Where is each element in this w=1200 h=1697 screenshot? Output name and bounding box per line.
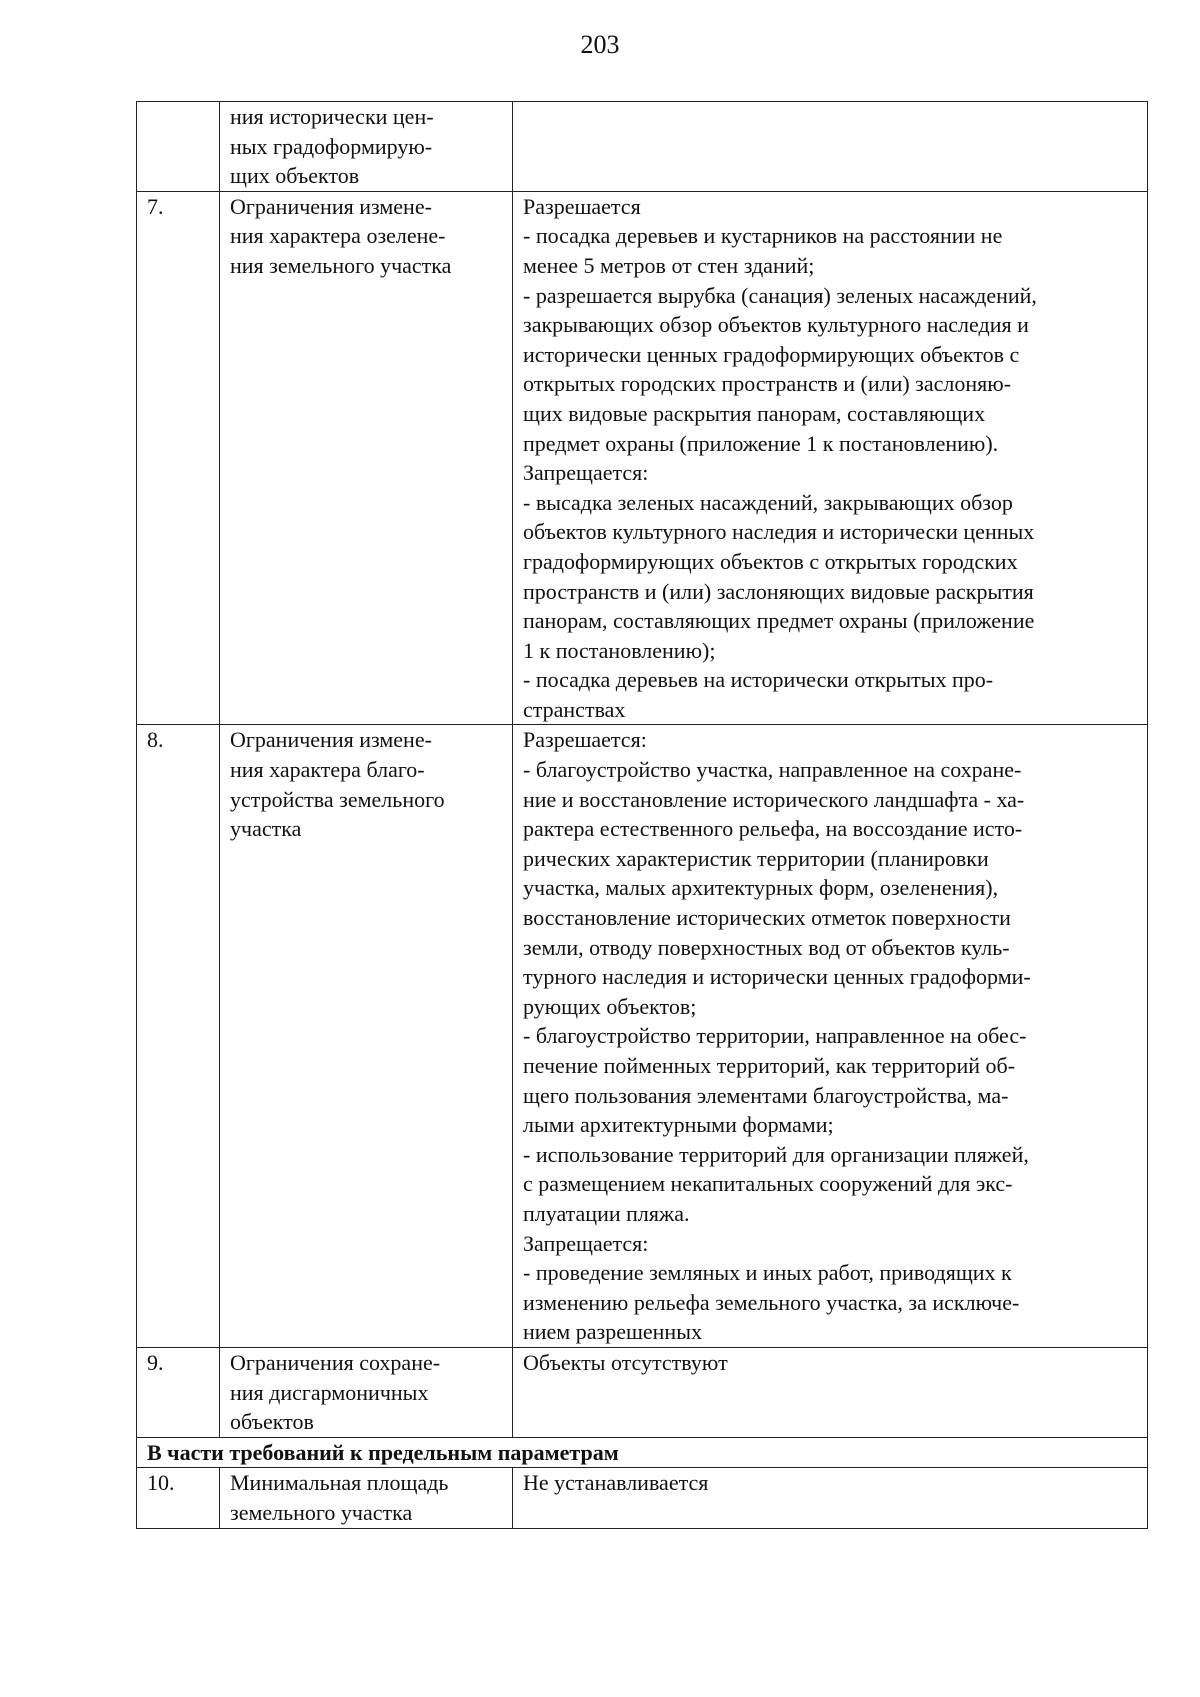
value-cell-line: нием разрешенных — [523, 1319, 702, 1345]
value-cell-line: щих видовые раскрытия панорам, составляющих — [523, 400, 986, 426]
value-cell — [513, 191, 1148, 725]
value-cell-line: 1 к постановлению); — [523, 637, 716, 663]
value-cell-line: восстановление исторических отметок поверхности — [523, 905, 1011, 931]
table-row — [137, 191, 1148, 725]
page-number: 203 — [580, 30, 620, 59]
section-title: В части требований к предельным параметрам — [137, 1437, 1148, 1468]
value-cell-line: - проведение земляных и иных работ, приводящих к — [523, 1260, 1012, 1286]
value-cell-line: лыми архитектурными формами; — [523, 1112, 834, 1138]
value-cell-line: менее 5 метров от стен зданий; — [523, 252, 815, 278]
value-cell-line: градоформирующих объектов с открытых городских — [523, 548, 1018, 574]
value-cell-line: - благоустройство участка, направленное на сохране- — [523, 757, 1022, 783]
criterion-cell-line: щих объектов — [230, 163, 360, 189]
value-cell — [513, 102, 1148, 192]
criterion-cell-line: земельного участка — [230, 1499, 413, 1525]
value-cell-line: Запрещается: — [523, 460, 649, 486]
criterion-cell — [220, 191, 513, 725]
value-cell-line: Разрешается — [523, 193, 641, 219]
value-cell-line: панорам, составляющих предмет охраны (приложение — [523, 608, 1035, 634]
value-cell-line: плуатации пляжа. — [523, 1200, 690, 1226]
value-cell-line: турного наследия и исторически ценных градоформи- — [523, 964, 1031, 990]
value-cell-line: щего пользования элементами благоустройства, ма- — [523, 1082, 1009, 1108]
row-number: 10. — [137, 1468, 220, 1528]
criterion-cell-line: Ограничения измене- — [230, 727, 432, 753]
criterion-cell — [220, 102, 513, 192]
table-row — [137, 1347, 1148, 1437]
value-cell-line: - посадка деревьев на исторически открытых про- — [523, 667, 994, 693]
criterion-cell — [220, 1347, 513, 1437]
criterion-cell — [220, 1468, 513, 1528]
value-cell — [513, 1347, 1148, 1437]
restrictions-table — [136, 101, 1148, 1529]
value-cell-line: рических характеристик территории (планировки — [523, 845, 989, 871]
value-cell-line: открытых городских пространств и (или) заслоняю- — [523, 371, 1012, 397]
value-cell-line: закрывающих обзор объектов культурного наследия и — [523, 312, 1029, 338]
value-cell-line: - посадка деревьев и кустарников на расстоянии не — [523, 223, 1003, 249]
value-cell-line: исторически ценных градоформирующих объектов с — [523, 341, 1020, 367]
value-cell-line: печение пойменных территорий, как территорий об- — [523, 1053, 1016, 1078]
value-cell-line: пространств и (или) заслоняющих видовые раскрытия — [523, 578, 1034, 604]
value-cell — [513, 725, 1148, 1347]
value-cell-line: с размещением некапитальных сооружений для экс- — [523, 1171, 1013, 1197]
criterion-cell-line: ния характера озелене- — [230, 223, 446, 249]
value-cell-line: - разрешается вырубка (санация) зеленых насаждений, — [523, 282, 1037, 308]
criterion-cell-line: устройства земельного — [230, 786, 445, 812]
criterion-cell-line: участка — [230, 816, 302, 842]
row-number: 7. — [137, 191, 220, 725]
value-cell-line: земли, отводу поверхностных вод от объектов куль- — [523, 934, 1010, 960]
criterion-cell-line: Ограничения измене- — [230, 193, 432, 219]
value-cell-line: - использование территорий для организации пляжей, — [523, 1141, 1029, 1167]
criterion-cell-line: объектов — [230, 1409, 314, 1435]
criterion-cell-line: Ограничения сохране- — [230, 1349, 441, 1375]
criterion-cell-line: ных градоформирую- — [230, 133, 433, 159]
value-cell-line: изменению рельефа земельного участка, за исключе- — [523, 1289, 1020, 1315]
criterion-cell-line: ния характера благо- — [230, 757, 425, 783]
row-number — [137, 102, 220, 192]
section-row — [137, 1437, 1148, 1468]
value-cell-line: Объекты отсутствуют — [523, 1349, 728, 1375]
value-cell-line: Запрещается: — [523, 1230, 649, 1256]
value-cell-line: предмет охраны (приложение 1 к постановлению). — [523, 430, 999, 456]
value-cell-line: рактера естественного рельефа, на воссоздание исто- — [523, 816, 1023, 842]
row-number: 8. — [137, 725, 220, 1347]
criterion-cell-line: ния земельного участка — [230, 252, 452, 278]
value-cell-line: странствах — [523, 696, 626, 722]
value-cell-line: участка, малых архитектурных форм, озеленения), — [523, 875, 999, 901]
value-cell-line: рующих объектов; — [523, 993, 697, 1019]
value-cell-line: - высадка зеленых насаждений, закрывающих обзор — [523, 489, 1013, 515]
criterion-cell-line: ния дисгармоничных — [230, 1379, 429, 1405]
criterion-cell-line: Минимальная площадь — [230, 1470, 449, 1496]
value-cell — [513, 1468, 1148, 1528]
table-row — [137, 102, 1148, 192]
criterion-cell — [220, 725, 513, 1347]
table-row — [137, 1468, 1148, 1528]
value-cell-line: объектов культурного наследия и исторически ценных — [523, 519, 1035, 545]
value-cell-line: - благоустройство территории, направленное на обес- — [523, 1023, 1027, 1049]
value-cell-line: ние и восстановление исторического ландшафта - ха- — [523, 786, 1025, 812]
criterion-cell-line: ния исторически цен- — [230, 104, 434, 129]
value-cell-line: Не устанавливается — [523, 1470, 709, 1496]
table-row — [137, 725, 1148, 1347]
row-number: 9. — [137, 1347, 220, 1437]
value-cell-line: Разрешается: — [523, 727, 647, 753]
